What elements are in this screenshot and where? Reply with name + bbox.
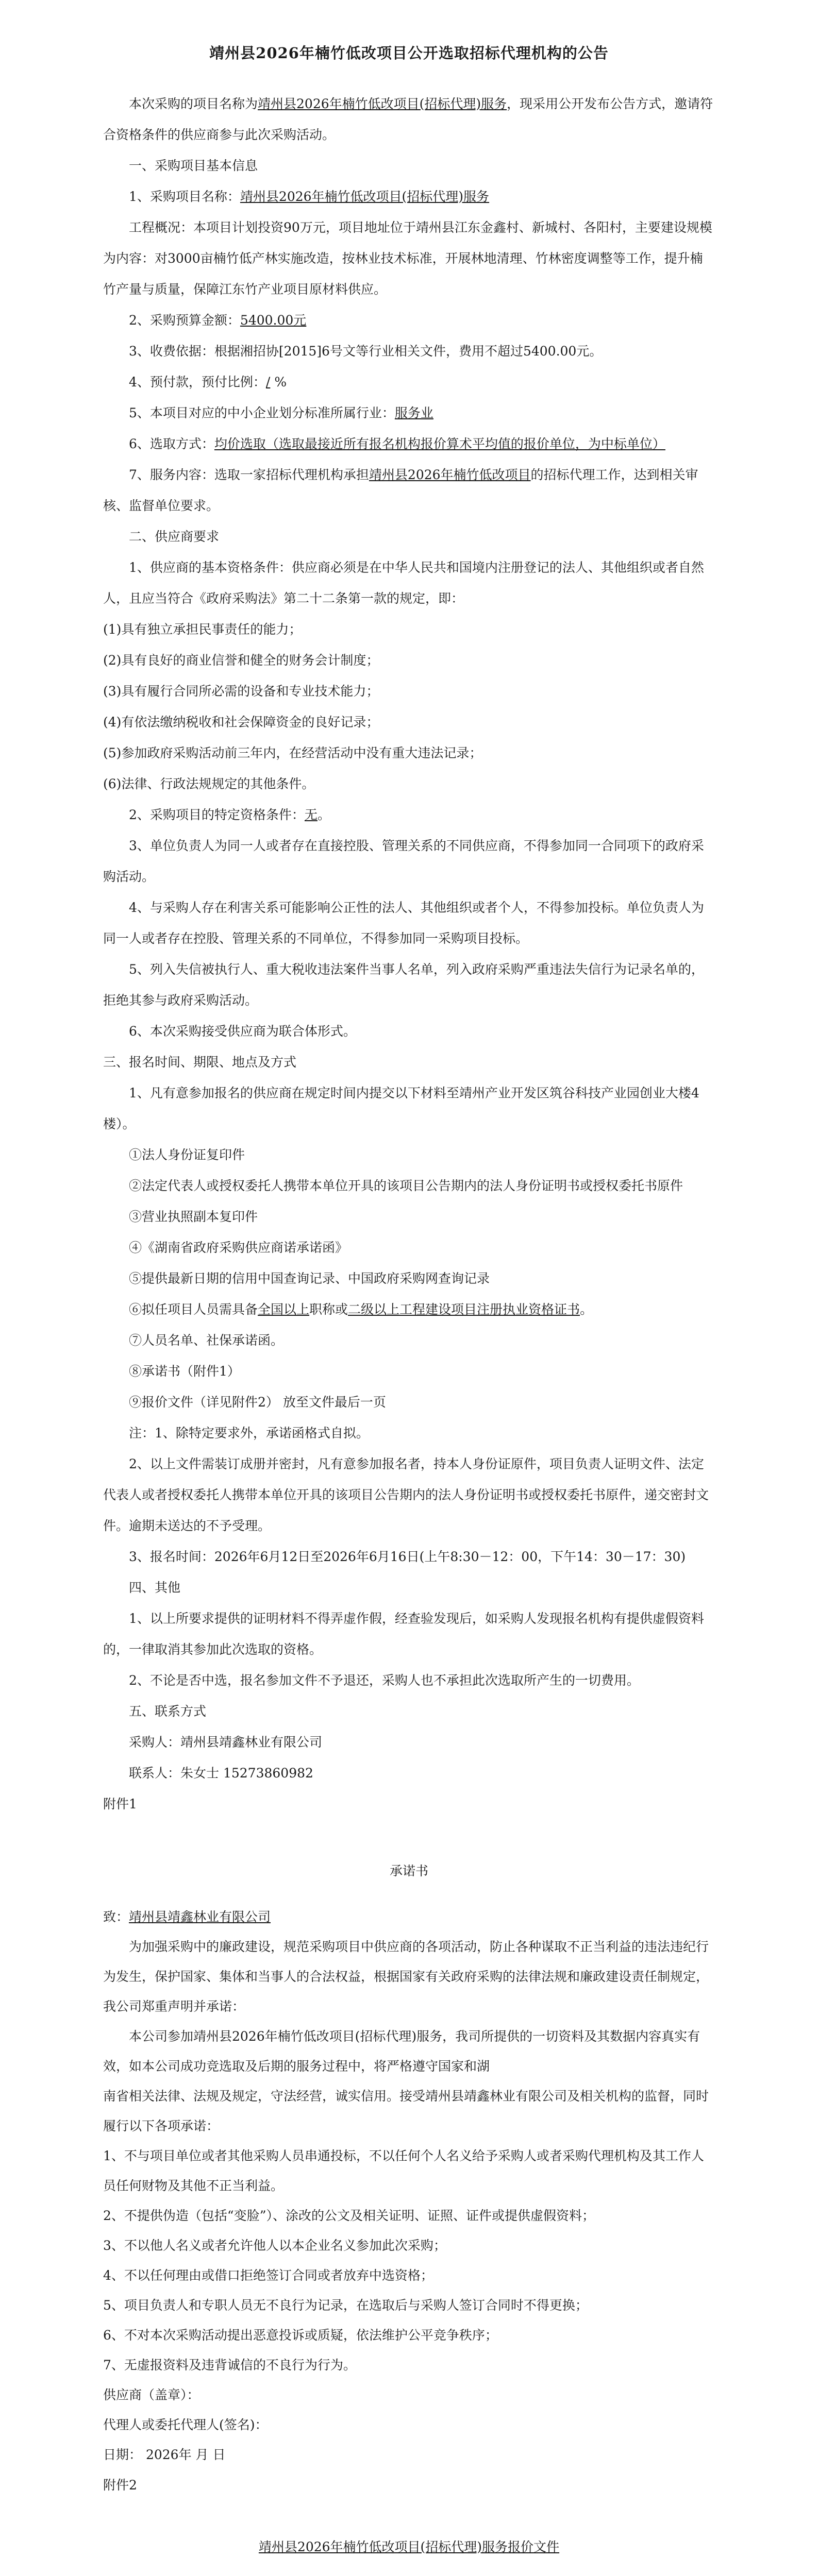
s3-list-item: ⑦人员名单、社保承诺函。 [129,1333,284,1348]
s2-list-item: (6)法律、行政法规规定的其他条件。 [103,776,315,791]
letter-recipient: 致：靖州县靖鑫林业有限公司 [103,1909,271,1924]
project-overview: 工程概况：本项目计划投资90万元，项目地址位于靖州县江东金鑫村、新城村、各阳村，主要建设规模为内容：对3000亩楠竹低产林实施改造，按林业技术标准，开展林地清理、竹林密度调整等工作，提升楠竹产量与质量，保障江东竹产业项目原材料供应。 [103,220,712,297]
letter-date: 日期： 2026年 月 日 [103,2447,226,2462]
letter-line: 4、不以任何理由或借口拒绝签订合同或者放弃中选资格； [103,2268,433,2283]
s2-list-item: (1)具有独立承担民事责任的能力； [103,622,302,637]
section-3-heading: 三、报名时间、期限、地点及方式 [103,1055,297,1070]
s1-item-5: 5、本项目对应的中小企业划分标准所属行业：服务业 [129,405,433,420]
project-name: 靖州县2026年楠竹低改项目(招标代理)服务 [258,96,507,111]
s2-list-item: (4)有依法缴纳税收和社会保障资金的良好记录； [103,715,379,730]
s2-item-3: 3、单位负责人为同一人或者存在直接控股、管理关系的不同供应商，不得参加同一合同项下的政府采购活动。 [103,838,704,884]
s2-list-item: (5)参加政府采购活动前三年内，在经营活动中没有重大违法记录； [103,745,482,760]
annex-1-label: 附件1 [103,1797,137,1811]
commitment-title: 承诺书 [389,1863,428,1878]
quotation-title: 靖州县2026年楠竹低改项目(招标代理)服务报价文件 [258,2539,560,2554]
letter-line: 为加强采购中的廉政建设，规范采购项目中供应商的各项活动，防止各种谋取不正当利益的违法违纪行为发生，保护国家、集体和当事人的合法权益，根据国家有关政府采购的法律法规和廉政建设责任制规定，我公司郑重声明并承诺： [103,1939,709,2014]
s3-list-item: ⑨报价文件（详见附件2） 放至文件最后一页 [129,1395,386,1410]
s2-item-6: 6、本次采购接受供应商为联合体形式。 [129,1024,356,1039]
section-1-heading: 一、采购项目基本信息 [129,158,258,173]
s3-note-2: 2、以上文件需装订成册并密封，凡有意参加报名者，持本人身份证原件，项目负责人证明文件、法定代表人或者授权委托人携带本单位开具的该项目公告期内的法人身份证明书或授权委托书原件，递交密封文件。逾期未送达的不予受理。 [103,1456,709,1533]
section-2-heading: 二、供应商要求 [129,529,220,544]
s3-list-item: ④《湖南省政府采购供应商诺承诺函》 [129,1240,348,1255]
s3-list-item: ⑤提供最新日期的信用中国查询记录、中国政府采购网查询记录 [129,1271,490,1286]
s2-list-item: (2)具有良好的商业信誉和健全的财务会计制度； [103,653,379,668]
document-title: 靖州县2026年楠竹低改项目公开选取招标代理机构的公告 [209,44,609,62]
s2-list-item: (3)具有履行合同所必需的设备和专业技术能力； [103,684,379,699]
s4-item-2: 2、不论是否中选，报名参加文件不予退还，采购人也不承担此次选取所产生的一切费用。 [129,1673,640,1688]
s1-item-6: 6、选取方式：均价选取（选取最接近所有报名机构报价算术平均值的报价单位，为中标单位） [129,436,665,451]
s2-item-2: 2、采购项目的特定资格条件：无。 [129,807,330,822]
s3-list-item: ⑧承诺书（附件1） [129,1364,240,1379]
s4-item-1: 1、以上所要求提供的证明材料不得弄虚作假，经查验发现后，如采购人发现报名机构有提供虚假资料的，一律取消其参加此次选取的资格。 [103,1611,704,1657]
s1-item-4: 4、预付款，预付比例：/ % [129,375,287,389]
s3-list-item: ③营业执照副本复印件 [129,1209,258,1224]
letter-line: 6、不对本次采购活动提出恶意投诉或质疑，依法维护公平竞争秩序； [103,2328,498,2343]
s2-item-4: 4、与采购人存在利害关系可能影响公正性的法人、其他组织或者个人，不得参加投标。单位负责人为同一人或者存在控股、管理关系的不同单位，不得参加同一采购项目投标。 [103,900,704,946]
letter-line: 1、不与项目单位或者其他采购人员串通投标，不以任何个人名义给予采购人或者采购代理机构及其工作人员任何财物及其他不正当利益。 [103,2148,704,2193]
s1-item-7: 7、服务内容：选取一家招标代理机构承担靖州县2026年楠竹低改项目的招标代理工作，达到相关审核、监督单位要求。 [103,467,698,513]
intro-paragraph: 本次采购的项目名称为靖州县2026年楠竹低改项目(招标代理)服务，现采用公开发布公告方式，邀请符合资格条件的供应商参与此次采购活动。 [103,96,713,142]
s3-list-item: ①法人身份证复印件 [129,1147,245,1162]
contact-person: 联系人：朱女士 15273860982 [129,1766,313,1781]
section-4-heading: 四、其他 [129,1580,181,1595]
letter-line: 2、不提供伪造（包括“变脸”）、涂改的公文及相关证明、证照、证件或提供虚假资料； [103,2208,595,2223]
letter-line: 本公司参加靖州县2026年楠竹低改项目(招标代理)服务，我司所提供的一切资料及其数据内容真实有效，如本公司成功竞选取及后期的服务过程中，将严格遵守国家和湖 [103,2029,700,2074]
s2-item-1: 1、供应商的基本资格条件：供应商必须是在中华人民共和国境内注册登记的法人、其他组织或者自然人，且应当符合《政府采购法》第二十二条第一款的规定，即： [103,560,704,606]
budget-amount: 5400.00元 [240,313,307,328]
s3-note-1: 注：1、除特定要求外，承诺函格式自拟。 [129,1426,369,1440]
s1-item-1: 1、采购项目名称：靖州县2026年楠竹低改项目(招标代理)服务 [129,189,490,204]
s3-list-item: ②法定代表人或授权委托人携带本单位开具的该项目公告期内的法人身份证明书或授权委托书原件 [129,1178,683,1193]
commitment-letter [103,1902,715,2470]
purchaser: 采购人：靖州县靖鑫林业有限公司 [129,1735,323,1750]
s3-list-item-6: ⑥拟任项目人员需具备全国以上职称或二级以上工程建设项目注册执业资格证书。 [129,1302,593,1317]
agent-sign-line: 代理人或委托代理人(签名)： [103,2417,268,2432]
section-5-heading: 五、联系方式 [129,1704,207,1719]
s2-item-5: 5、列入失信被执行人、重大税收违法案件当事人名单，列入政府采购严重违法失信行为记录名单的，拒绝其参与政府采购活动。 [103,962,704,1008]
letter-line: 南省相关法律、法规及规定，守法经营，诚实信用。接受靖州县靖鑫林业有限公司及相关机构的监督，同时履行以下各项承诺： [103,2089,709,2133]
s1-item-3: 3、收费依据：根据湘招协[2015]6号文等行业相关文件，费用不超过5400.00元。 [129,344,603,359]
notice-document [103,41,715,2576]
annex-2-label: 附件2 [103,2478,137,2493]
supplier-seal-line: 供应商（盖章）： [103,2387,200,2402]
registration-time: 3、报名时间：2026年6月12日至2026年6月16日(上午8:30－12：00，下午14：30－17：30) [129,1549,686,1564]
s3-item-1: 1、凡有意参加报名的供应商在规定时间内提交以下材料至靖州产业开发区筑谷科技产业园创业大楼4楼）。 [103,1086,699,1131]
letter-line: 5、项目负责人和专职人员无不良行为记录，在选取后与采购人签订合同时不得更换； [103,2298,588,2313]
s1-item-2: 2、采购预算金额：5400.00元 [129,313,307,328]
letter-line: 7、无虚报资料及违背诚信的不良行为行为。 [103,2358,356,2372]
letter-line: 3、不以他人名义或者允许他人以本企业名义参加此次采购； [103,2238,446,2253]
